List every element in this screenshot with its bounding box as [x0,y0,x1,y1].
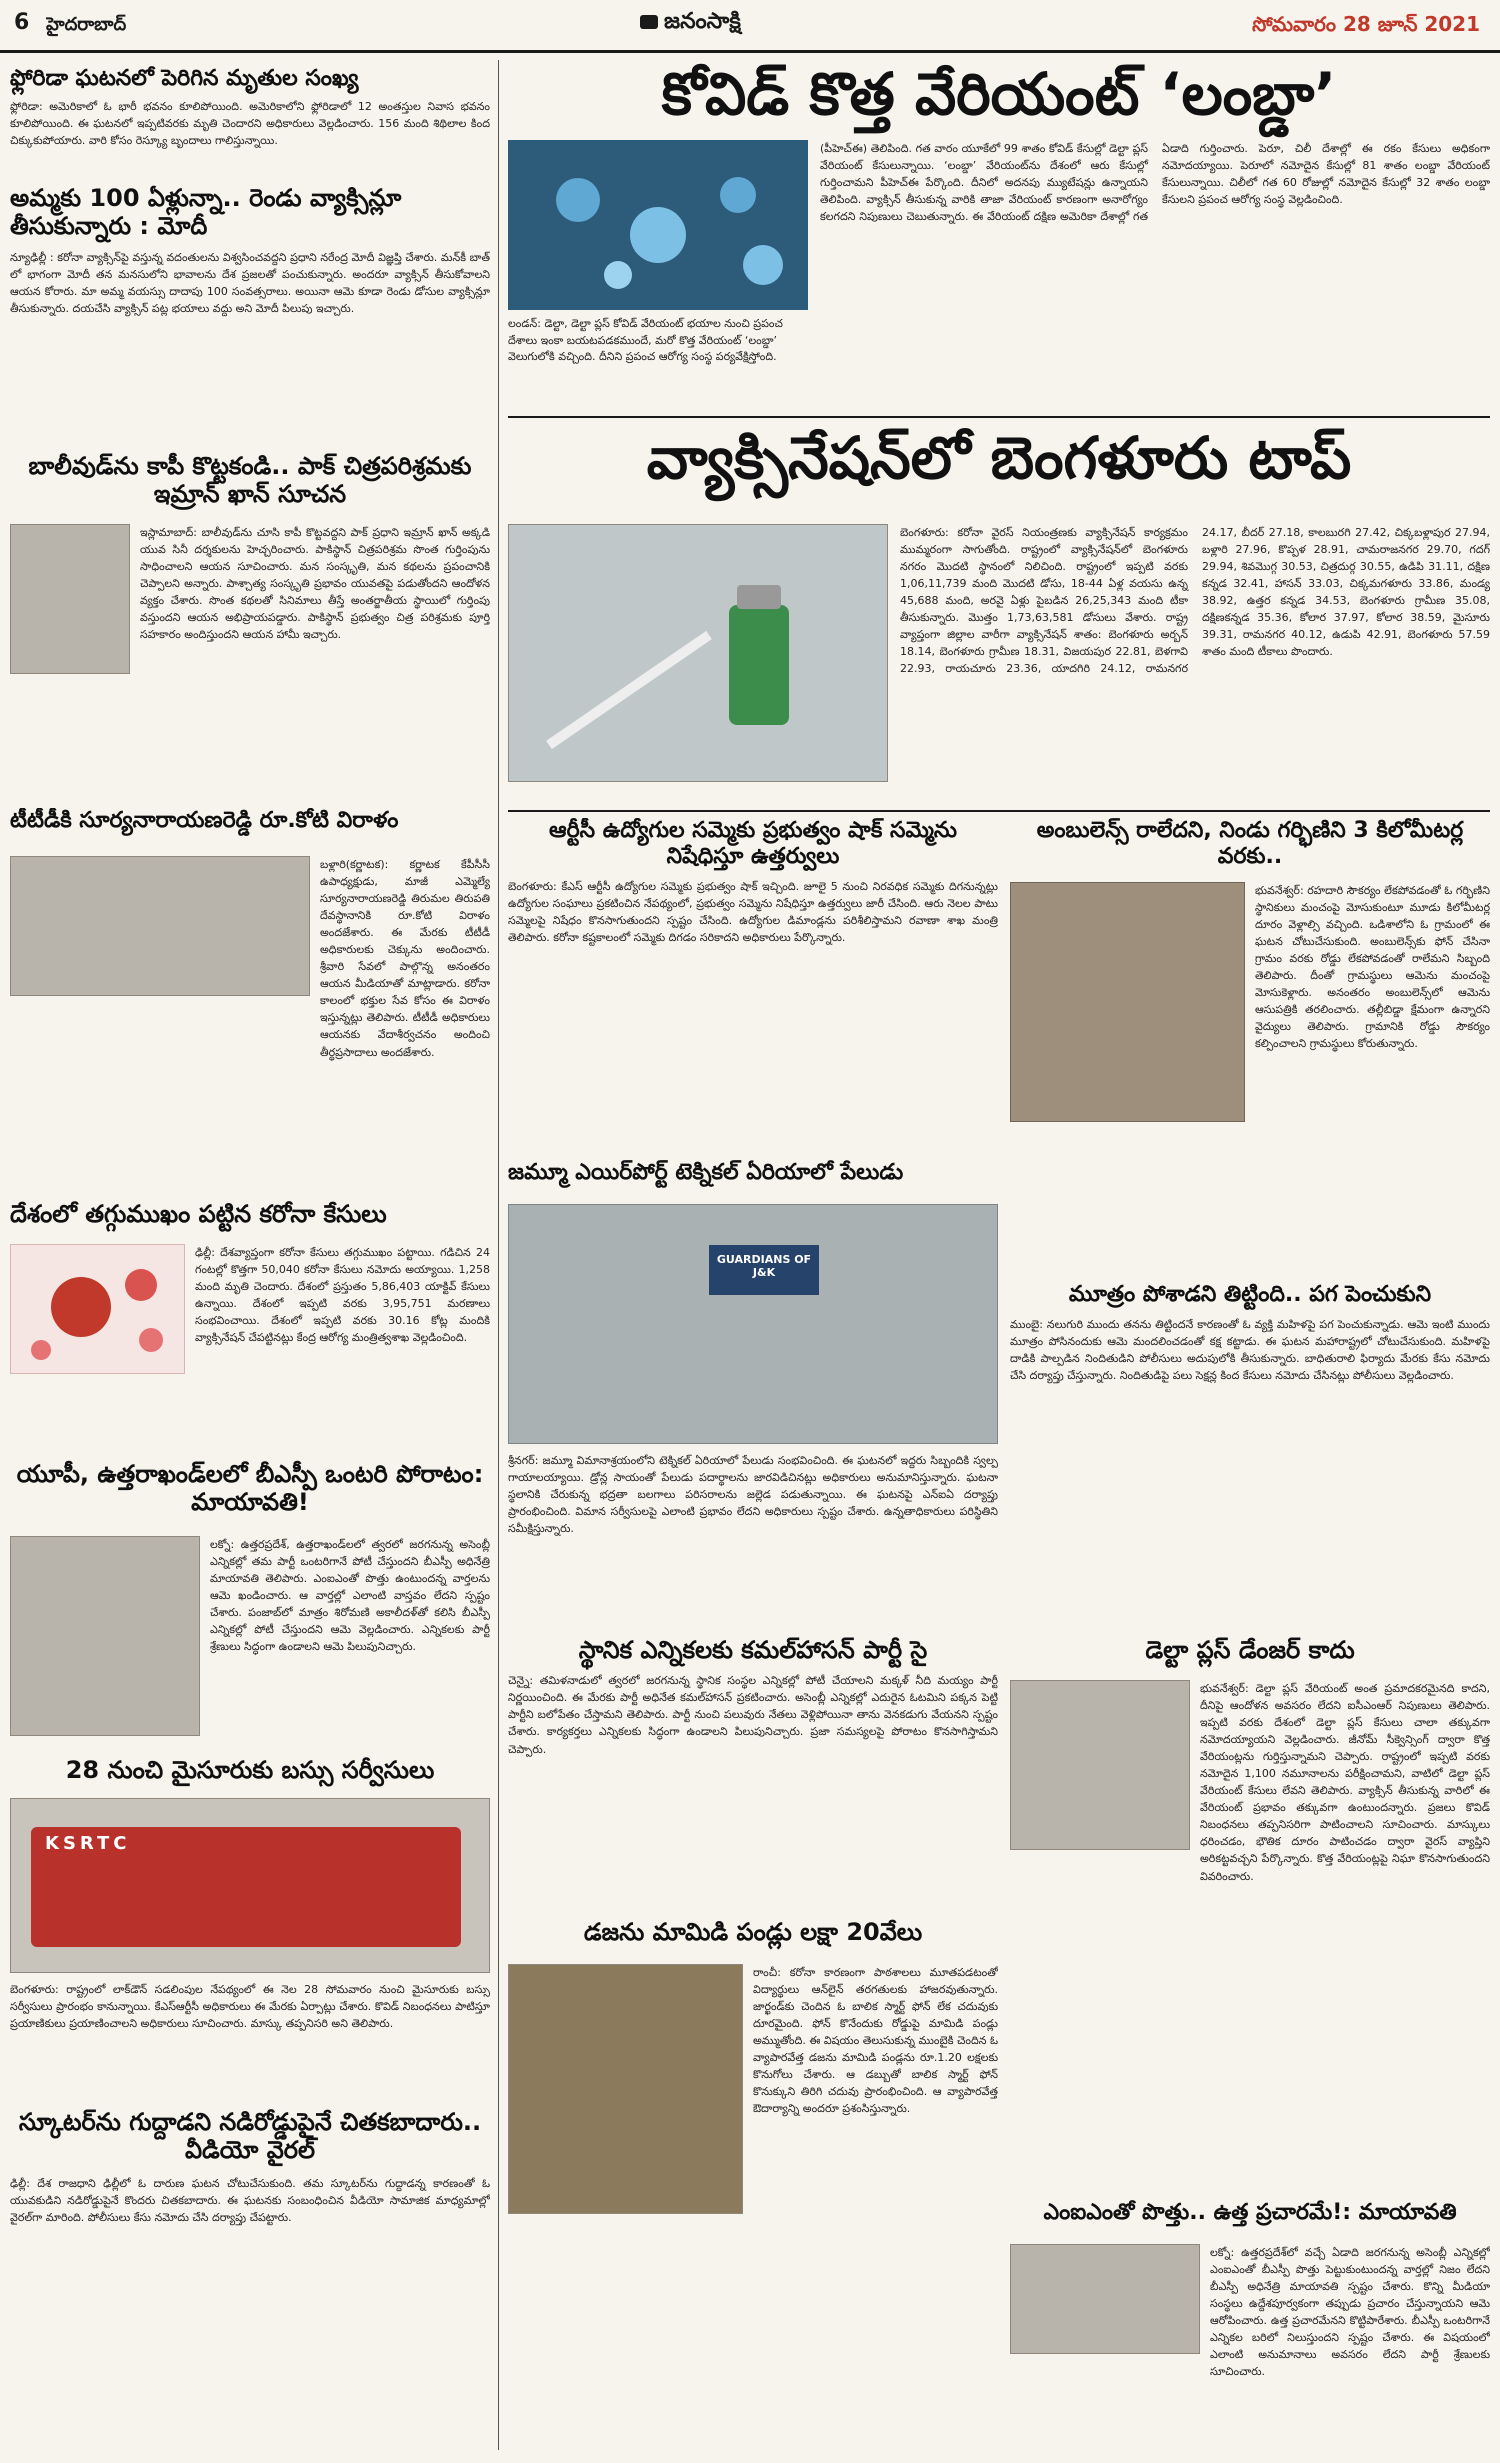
mim-headline: ఎంఐఎంతో పొత్తు.. ఉత్త ప్రచారమే!: మాయావతి [1043,2200,1457,2225]
city-label: హైదరాబాద్ [46,14,127,35]
mayawati-headline: యూపీ, ఉత్తరాఖండ్‌లలో బీఎస్పీ ఒంటరి పోరాటం: మాయావతి! [16,1460,484,1517]
jammu-headline: జమ్మూ ఎయిర్‌పోర్ట్ టెక్నికల్ ఏరియాలో పేలుడు [508,1160,904,1185]
ambulance-photo [1010,882,1245,1122]
article-modi [10,184,490,420]
masthead [0,0,1500,56]
mim-photo [1010,2244,1200,2354]
rule-vaccination [508,810,1490,812]
article-mim [1010,2200,1490,2450]
imran-headline: బాలీవుడ్‌ను కాపీ కొట్టకండి.. పాక్ చిత్రపరిశ్రమకు ఇమ్రాన్ ఖాన్ సూచన [28,452,472,509]
urine-body: ముంబై: నలుగురి ముందు తనను తిట్టిందనే కారణంతో ఓ వ్యక్తి మహిళపై పగ పెంచుకున్నాడు. ఆమె ఇంటి ముందు మూత్రం పోసినందుకు ఆమె మందలించడంతో కక్ష కట్టాడు. ఈ ఘటన మహారాష్ట్రలో చోటుచేసుకుంది. మహిళపై దాడికి పాల్పడిన నిందితుడిని పోలీసులు అదుపులోకి తీసుకున్నారు. బాధితురాలి ఫిర్యాదు మేరకు కేసు నమోదు చేసి దర్యాప్తు చేస్తున్నారు. నిందితుడిపై పలు సెక్షన్ల కింద కేసులు నమోదు చేసినట్లు పోలీసులు వెల్లడించారు. [1010,1317,1490,1383]
florida-headline: ఫ్లోరిడా ఘటనలో పెరిగిన మృతుల సంఖ్య [10,66,359,91]
mim-body: లక్నో: ఉత్తరప్రదేశ్‌లో వచ్చే ఏడాది జరగనున్న అసెంబ్లీ ఎన్నికల్లో ఎంఐఎంతో బీఎస్పీ పొత్తు పెట్టుకుంటుందన్న వార్తల్లో నిజం లేదని బీఎస్పీ అధినేత్రి మాయావతి స్పష్టం చేశారు. కొన్ని మీడియా సంస్థలు ఉద్దేశపూర్వకంగా తప్పుడు ప్రచారం చేస్తున్నాయని ఆమె ఆరోపించారు. ఉత్త ప్రచారమేనని కొట్టిపారేశారు. బీఎస్పీ ఒంటరిగానే ఎన్నికల బరిలో నిలుస్తుందని స్పష్టం చేశారు. ఈ విషయంలో ఎలాంటి అనుమానాలు అవసరం లేదని పార్టీ శ్రేణులకు సూచించారు. [1210,2246,1490,2379]
article-corona-cases [10,1200,490,1450]
kamal-headline: స్థానిక ఎన్నికలకు కమల్‌హాసన్ పార్టీ సై [578,1636,928,1664]
article-scooter [10,2108,490,2448]
rule-lambda [508,416,1490,418]
mayawati-body: లక్నో: ఉత్తరప్రదేశ్, ఉత్తరాఖండ్‌లలో త్వరలో జరగనున్న అసెంబ్లీ ఎన్నికల్లో తమ పార్టీ ఒంటరిగానే పోటీ చేస్తుందని బీఎస్పీ అధినేత్రి మాయావతి తెలిపారు. ఎంఐఎంతో పొత్తు ఉంటుందన్న వార్తలను ఆమె ఖండించారు. ఆ వార్తల్లో ఎలాంటి వాస్తవం లేదని స్పష్టం చేశారు. పంజాబ్‌లో మాత్రం శిరోమణి అకాలీదళ్‌తో కలిసి బీఎస్పీ ఎన్నికల్లో పోటీ చేస్తుందని ఆమె వెల్లడించారు. ఎన్నికలకు పార్టీ శ్రేణులు సిద్ధంగా ఉండాలని ఆమె పిలుపునిచ్చారు. [210,1538,490,1654]
jammu-gate-sign: GUARDIANS OF J&K [709,1245,819,1295]
delta-body: భువనేశ్వర్: డెల్టా ప్లస్ వేరియంట్ అంత ప్రమాదకరమైనది కాదని, దీనిపై ఆందోళన అవసరం లేదని ఐసీఎంఆర్ నిపుణులు తెలిపారు. ఇప్పటి వరకు దేశంలో డెల్టా ప్లస్ కేసులు చాలా తక్కువగా నమోదయ్యాయని వెల్లడించారు. జీనోమ్ సీక్వెన్సింగ్ ద్వారా కొత్త వేరియంట్లను గుర్తిస్తున్నామని చెప్పారు. రాష్ట్రంలో ఇప్పటి వరకు నమోదైన 1,100 నమూనాలను పరీక్షించామని, వాటిలో డెల్టా ప్లస్ వేరియంట్ కేసులు లేవని తెలిపారు. వ్యాక్సిన్ తీసుకున్న వారిలో ఈ వేరియంట్ ప్రభావం తక్కువగా ఉంటుందన్నారు. ప్రజలు కొవిడ్ నిబంధనలు తప్పనిసరిగా పాటించాలని సూచించారు. మాస్కులు ధరించడం, భౌతిక దూరం పాటించడం ద్వారా వైరస్ వ్యాప్తిని అరికట్టవచ్చని పేర్కొన్నారు. కొత్త వేరియంట్లపై నిఘా కొనసాగుతుందని వివరించారు. [1200,1682,1490,1883]
tdp-photo [10,856,310,996]
corona-cases-headline: దేశంలో తగ్గుముఖం పట్టిన కరోనా కేసులు [10,1200,387,1228]
article-ambulance [1010,818,1490,1276]
rtc-strike-body: బెంగళూరు: కేఎస్ ఆర్టీసీ ఉద్యోగుల సమ్మెకు ప్రభుత్వం షాక్ ఇచ్చింది. జూలై 5 నుంచి నిరవధిక సమ్మెకు దిగనున్నట్లు ఉద్యోగుల సంఘాలు ప్రకటించిన నేపథ్యంలో, ప్రభుత్వం సమ్మెను నిషేధిస్తూ ఉత్తర్వులు జారీ చేసింది. ఆరు నెలల పాటు సమ్మెలపై నిషేధం కొనసాగుతుందని స్పష్టం చేసింది. ఉద్యోగుల డిమాండ్లను పరిశీలిస్తామని రవాణా శాఖ మంత్రి తెలిపారు. కరోనా కష్టకాలంలో సమ్మెకు దిగడం సరికాదని అధికారులు పేర్కొన్నారు. [508,879,998,945]
article-florida [10,66,490,184]
virus-image [10,1244,185,1374]
vaccination-photo [508,524,888,782]
ksrtc-headline: 28 నుంచి మైసూరుకు బస్సు సర్వీసులు [65,1756,435,1784]
article-imran [10,452,490,792]
ambulance-headline: అంబులెన్స్ రాలేదని, నిండు గర్భిణిని 3 కిలోమీటర్ల వరకు.. [1036,818,1464,869]
article-urine [1010,1282,1490,1632]
article-mayawati [10,1460,490,1746]
jammu-body: శ్రీనగర్: జమ్మూ విమానాశ్రయంలోని టెక్నికల్ ఏరియాలో పేలుడు సంభవించింది. ఈ ఘటనలో ఇద్దరు సిబ్బందికి స్వల్ప గాయాలయ్యాయి. డ్రోన్ల సాయంతో పేలుడు పదార్థాలను జారవిడిచినట్లు అధికారులు అనుమానిస్తున్నారు. ఘటనా స్థలానికి చేరుకున్న భద్రతా బలగాలు పరిసరాలను జల్లెడ పడుతున్నాయి. ఈ ఘటనపై ఎన్ఐఏ దర్యాప్తు ప్రారంభించింది. విమాన సర్వీసులపై ఎలాంటి ప్రభావం లేదని అధికారులు స్పష్టం చేశారు. ఉన్నతాధికారులు పరిస్థితిని సమీక్షిస్తున్నారు. [508,1454,998,1536]
vaccination-body: బెంగళూరు: కరోనా వైరస్ నియంత్రణకు వ్యాక్సినేషన్ కార్యక్రమం ముమ్మరంగా సాగుతోంది. రాష్ట్రంలో వ్యాక్సినేషన్‌లో బెంగళూరు నగరం మొదటి స్థానంలో నిలిచింది. రాష్ట్రంలో ఇప్పటి వరకు 1,06,11,739 మంది మొదటి డోసు, 18-44 ఏళ్ల వయసు ఉన్న 45,688 మంది, అరవై ఏళ్లు పైబడిన 26,25,343 మంది టీకా తీసుకున్నారు. మొత్తం 1,73,63,581 డోసులు వేశారు. రాష్ట్ర వ్యాప్తంగా జిల్లాల వారీగా వ్యాక్సినేషన్ శాతం: బెంగళూరు అర్బన్ 18.14, బెంగళూరు గ్రామీణ 18.31, విజయపుర 22.81, బెళగావి 22.93, రాయచూరు 23.36, యాదగిరి 24.12, రామనగర 24.17, బీదర్ 27.18, కాలబురగి 27.42, చిక్కబళ్లాపుర 27.94, బళ్లారి 27.96, కొప్పళ 28.91, చామరాజనగర 29.70, గదగ్ 29.94, శివమొగ్గ 30.53, చిత్రదుర్గ 30.55, ఉడిపి 31.11, దక్షిణ కన్నడ 32.41, హాసన్ 33.03, చిక్కమగళూరు 33.86, మండ్య 38.92, ఉత్తర కన్నడ 34.53, బెంగళూరు గ్రామీణ 35.08, దక్షిణకన్నడ 35.36, కోలార 37.97, కోలార 38.59, మైసూరు 39.31, రామనగర 40.12, ఉడుపి 42.91, బెంగళూరు 57.59 శాతం మంది టీకాలు పొందారు. [900,526,1490,676]
issue-date: సోమవారం 28 జూన్ 2021 [1252,12,1480,36]
delta-expert-photo [1010,1680,1190,1850]
rtc-strike-headline: ఆర్టీసీ ఉద్యోగుల సమ్మెకు ప్రభుత్వం షాక్ సమ్మెను నిషేధిస్తూ ఉత్తర్వులు [549,818,957,869]
virus-icon [11,1245,185,1374]
syringe-vial-icon [509,525,888,782]
lambda-caption: లండన్: డెల్టా, డెల్టా ప్లస్ కోవిడ్ వేరియంట్ భయాల నుంచి ప్రపంచ దేశాలు ఇంకా బయటపడకముందే, మరో కొత్త వేరియంట్ ‘లంబ్డా’ వెలుగులోకి వచ్చింది. దీనిని ప్రపంచ ఆరోగ్య సంస్థ పర్యవేక్షిస్తోంది. [508,317,783,363]
tdp-headline: టీటీడీకి సూర్యనారాయణరెడ్డి రూ.కోటి విరాళం [10,808,399,833]
masthead-rule [0,50,1500,53]
delta-headline: డెల్టా ప్లస్ డేంజర్ కాదు [1145,1636,1355,1664]
paper-logo-text: జనంసాక్షి [664,8,741,34]
imran-body: ఇస్లామాబాద్: బాలీవుడ్‌ను చూసి కాపీ కొట్టవద్దని పాక్ ప్రధాని ఇమ్రాన్ ఖాన్ అక్కడి యువ సినీ దర్శకులను హెచ్చరించారు. పాకిస్థాన్ చిత్రపరిశ్రమ సొంత గుర్తింపును సాధించాలని ఆయన సూచించారు. మన సంస్కృతి, మన కథలను ప్రపంచానికి చెప్పాలని అన్నారు. పాశ్చాత్య సంస్కృతి ప్రభావం యువతపై పడుతోందని ఆందోళన వ్యక్తం చేశారు. సొంత కథలతో సినిమాలు తీస్తే అంతర్జాతీయ స్థాయిలో గుర్తింపు వస్తుందని ఆయన అభిప్రాయపడ్డారు. పాకిస్థాన్ ప్రభుత్వం చిత్ర పరిశ్రమకు పూర్తి సహకారం అందిస్తుందని ఆయన హామీ ఇచ్చారు. [140,526,490,642]
mayawati-photo [10,1536,200,1736]
article-vaccination [508,424,1490,804]
article-lambda [508,60,1490,410]
article-kamal [508,1636,998,1906]
florida-body: ఫ్లోరిడా: అమెరికాలో ఓ భారీ భవనం కూలిపోయింది. అమెరికాలోని ఫ్లోరిడాలో 12 అంతస్తుల నివాస భవనం కూలిపోయింది. ఈ ఘటనలో ఇప్పటివరకు మృతి చెందారని అధికారులు వెల్లడించారు. 156 మంది శిథిలాల కింద చిక్కుకుపోయారు. వారి కోసం రెస్క్యూ బృందాలు గాలిస్తున్నాయి. [10,99,490,148]
bus-body [31,1827,461,1947]
article-mango [508,1918,998,2448]
mango-body: రాంచీ: కరోనా కారణంగా పాఠశాలలు మూతపడటంతో విద్యార్థులు ఆన్‌లైన్ తరగతులకు హాజరవుతున్నారు. జార్ఖండ్‌కు చెందిన ఓ బాలిక స్మార్ట్ ఫోన్ లేక చదువుకు దూరమైంది. ఫోన్ కొనేందుకు రోడ్డుపై మామిడి పండ్లు అమ్ముతోంది. ఈ విషయం తెలుసుకున్న ముంబైకి చెందిన ఓ వ్యాపారవేత్త డజను మామిడి పండ్లను రూ.1.20 లక్షలకు కొనుగోలు చేశారు. ఆ డబ్బుతో బాలిక స్మార్ట్ ఫోన్ కొనుక్కుని తిరిగి చదువు ప్రారంభించింది. ఆ వ్యాపారవేత్త ఔదార్యాన్ని అందరూ ప్రశంసిస్తున్నారు. [753,1966,998,2116]
article-tdp [10,808,490,1190]
ksrtc-bus-photo [10,1798,490,1973]
article-rtc-strike [508,818,998,1158]
kamal-body: చెన్నై: తమిళనాడులో త్వరలో జరగనున్న స్థానిక సంస్థల ఎన్నికల్లో పోటీ చేయాలని మక్కళ్ నీది మయ్యం పార్టీ నిర్ణయించింది. ఈ మేరకు పార్టీ అధినేత కమల్‌హాసన్ ప్రకటించారు. అసెంబ్లీ ఎన్నికల్లో ఎదురైన ఓటమిని పక్కన పెట్టి పార్టీని బలోపేతం చేస్తామని తెలిపారు. పార్టీ నుంచి పలువురు నేతలు వెళ్లిపోయినా తాను వెనకడుగు వేయనని స్పష్టం చేశారు. కార్యకర్తలు ఎన్నికలకు సిద్ధంగా ఉండాలని పిలుపునిచ్చారు. ప్రజా సమస్యలపై పోరాటం కొనసాగిస్తామని చెప్పారు. [508,1674,998,1756]
lambda-body: (పీహెచ్ఈ) తెలిపింది. గత వారం యూకేలో 99 శాతం కోవిడ్ కేసుల్లో డెల్టా ప్లస్ వేరియంట్ కేసులున్నాయి. ‘లంబ్డా’ వేరియంట్‌ను దేశంలో ఆరు కేసుల్లో గుర్తించామని పీహెచ్ఈ పేర్కొంది. దీనిలో అదనపు మ్యుటేషన్లు ఉన్నాయని తెలిపింది. వ్యాక్సిన్ తీసుకున్న వారికి తాజా వేరియంట్ కారణంగా అనారోగ్యం కలగదని నిపుణులు చెబుతున్నారు. ఈ వేరియంట్ దక్షిణ అమెరికా దేశాల్లో గత ఏడాది గుర్తించారు. పెరూ, చిలీ దేశాల్లో ఈ రకం కేసులు అధికంగా నమోదయ్యాయి. పెరూలో నమోదైన కేసుల్లో 81 శాతం లంబ్డా వేరియంట్ కేసులున్నాయి. చిలీలో గత 60 రోజుల్లో నమోదైన కేసుల్లో 32 శాతం లంబ్డా కేసులని ప్రపంచ ఆరోగ్య సంస్థ వెల్లడించింది. [820,142,1490,224]
jammu-photo [508,1204,998,1444]
bus-label: KSRTC [45,1833,131,1854]
lambda-virus-image [508,140,808,310]
mango-headline: డజను మామిడి పండ్లు లక్షా 20వేలు [583,1918,923,1946]
article-delta [1010,1636,1490,2194]
modi-body: న్యూఢిల్లీ : కరోనా వ్యాక్సిన్‌పై వస్తున్న వదంతులను విశ్వసించవద్దని ప్రధాని నరేంద్ర మోదీ విజ్ఞప్తి చేశారు. మన్‌కీ బాత్ లో భాగంగా మోదీ తన మనసులోని భావాలను దేశ ప్రజలతో పంచుకున్నారు. అందరూ వ్యాక్సిన్ తీసుకోవాలని ఆయన కోరారు. మా అమ్మ వయస్సు దాదాపు 100 సంవత్సరాలు. అయినా ఆమె కూడా రెండు డోసుల వ్యాక్సిన్లూ తీసుకున్నారు. దయచేసి వ్యాక్సిన్ పట్ల భయాలు వద్దు అని మోదీ పిలుపు ఇచ్చారు. [10,250,490,315]
ksrtc-body: బెంగళూరు: రాష్ట్రంలో లాక్‌డౌన్ సడలింపుల నేపథ్యంలో ఈ నెల 28 సోమవారం నుంచి మైసూరుకు బస్సు సర్వీసులు ప్రారంభం కానున్నాయి. కేఎస్ఆర్టీసీ అధికారులు ఈ మేరకు ఏర్పాట్లు చేశారు. కొవిడ్ నిబంధనలు పాటిస్తూ ప్రయాణికులు ప్రయాణించాలని అధికారులు సూచించారు. మాస్కు తప్పనిసరి అని తెలిపారు. [10,1983,490,2031]
scooter-body: ఢిల్లీ: దేశ రాజధాని ఢిల్లీలో ఓ దారుణ ఘటన చోటుచేసుకుంది. తమ స్కూటర్‌ను గుద్దాడన్న కారణంతో ఓ యువకుడిని నడిరోడ్డుపైనే కొందరు చితకబాదారు. ఈ ఘటనకు సంబంధించిన వీడియో సామాజిక మాధ్యమాల్లో వైరల్‌గా మారింది. పోలీసులు కేసు నమోదు చేసి దర్యాప్తు చేపట్టారు. [10,2176,490,2224]
scooter-headline: స్కూటర్‌ను గుద్దాడని నడిరోడ్డుపైనే చితకబాదారు.. వీడియో వైరల్ [18,2108,482,2165]
imran-photo [10,524,130,674]
mango-girl-photo [508,1964,743,2214]
article-ksrtc [10,1756,490,2096]
modi-headline: అమ్మకు 100 ఏళ్లున్నా.. రెండు వ్యాక్సిన్లూ తీసుకున్నారు : మోదీ [10,184,402,241]
corona-cases-body: ఢిల్లీ: దేశవ్యాప్తంగా కరోనా కేసులు తగ్గుముఖం పట్టాయి. గడిచిన 24 గంటల్లో కొత్తగా 50,040 కరోనా కేసులు నమోదు అయ్యాయి. 1,258 మంది మృతి చెందారు. దేశంలో ప్రస్తుతం 5,86,403 యాక్టివ్ కేసులు ఉన్నాయి. దేశంలో ఇప్పటి వరకు 3,95,751 మరణాలు సంభవించాయి. దేశంలో ఇప్పటి వరకు 30.16 కోట్ల మందికి వ్యాక్సినేషన్ చేపట్టినట్లు కేంద్ర ఆరోగ్య మంత్రిత్వశాఖ వెల్లడించింది. [195,1246,490,1345]
microscope-virus-icon [508,140,808,310]
article-jammu [508,1160,998,1630]
ambulance-body: భువనేశ్వర్: రహదారి సౌకర్యం లేకపోవడంతో ఓ గర్భిణిని స్థానికులు మంచంపై మోసుకుంటూ మూడు కిలోమీటర్ల దూరం వెళ్లాల్సి వచ్చింది. ఒడిశాలోని ఓ గ్రామంలో ఈ ఘటన చోటుచేసుకుంది. అంబులెన్స్‌కు ఫోన్ చేసినా గ్రామం వరకు రోడ్డు లేకపోవడంతో రాలేమని సిబ్బంది తెలిపారు. దీంతో గ్రామస్థులు ఆమెను మంచంపై మోసుకెళ్లారు. అనంతరం అంబులెన్స్‌లో ఆమెను ఆసుపత్రికి తరలించారు. తల్లీబిడ్డా క్షేమంగా ఉన్నారని వైద్యులు తెలిపారు. గ్రామానికి రోడ్డు సౌకర్యం కల్పించాలని గ్రామస్థులు కోరుతున్నారు. [1255,884,1490,1051]
logo-mark-icon [640,15,658,29]
tdp-body: బళ్లారి(కర్ణాటక): కర్ణాటక కేపీసీసీ ఉపాధ్యక్షుడు, మాజీ ఎమ్మెల్యే సూర్యనారాయణరెడ్డి తిరుమల తిరుపతి దేవస్థానానికి రూ.కోటి విరాళం అందజేశారు. ఈ మేరకు టీటీడీ అధికారులకు చెక్కును అందించారు. శ్రీవారి సేవలో పాల్గొన్న అనంతరం ఆయన మీడియాతో మాట్లాడారు. కరోనా కాలంలో భక్తుల సేవ కోసం ఈ విరాళం ఇస్తున్నట్లు తెలిపారు. టీటీడీ అధికారులు ఆయనకు వేదాశీర్వచనం అందించి తీర్థప్రసాదాలు అందజేశారు. [320,858,490,1059]
vaccination-headline: వ్యాక్సినేషన్‌లో బెంగళూరు టాప్ [646,424,1352,492]
page-number: 6 [14,10,30,35]
paper-logo [640,8,900,44]
lambda-headline: కోవిడ్ కొత్త వేరియంట్ ‘లంబ్డా’ [661,60,1337,128]
column-divider [498,60,499,2450]
urine-headline: మూత్రం పోశాడని తిట్టింది.. పగ పెంచుకుని [1068,1282,1432,1307]
